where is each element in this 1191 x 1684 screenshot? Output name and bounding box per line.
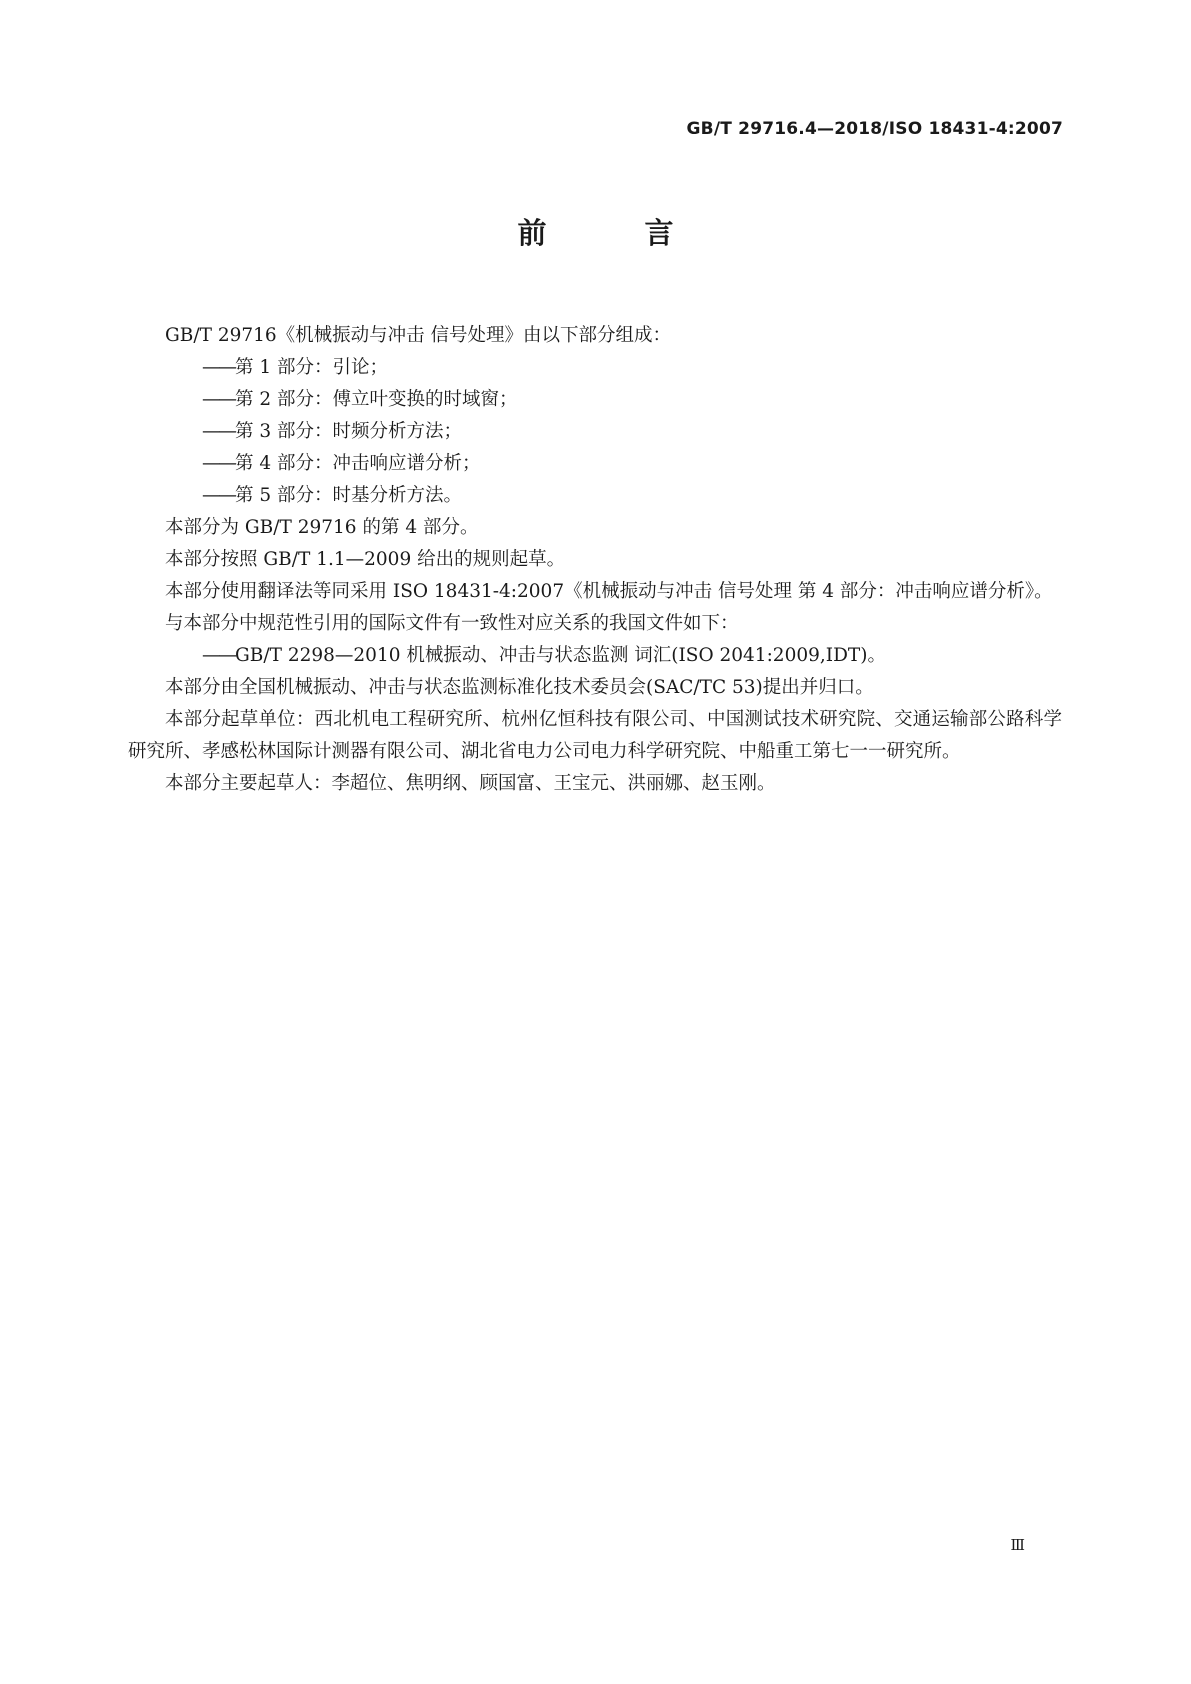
- paragraph-drafters: 本部分主要起草人：李超位、焦明纲、顾国富、王宝元、洪丽娜、赵玉刚。: [165, 773, 776, 794]
- list-item-text: GB/T 2298—2010 机械振动、冲击与状态监测 词汇(ISO 2041:2009,IDT)。: [235, 645, 886, 666]
- list-dash: ——: [202, 485, 235, 506]
- list-item-text: 第 2 部分：傅立叶变换的时域窗；: [235, 389, 518, 410]
- page-title: 前 言: [517, 216, 718, 250]
- paragraph-correspondence: 与本部分中规范性引用的国际文件有一致性对应关系的我国文件如下：: [165, 613, 739, 634]
- list-item-part-4: [128, 448, 1062, 480]
- list-item-text: 第 4 部分：冲击响应谱分析；: [235, 453, 481, 474]
- list-dash: ——: [202, 421, 235, 442]
- standard-code: GB/T 29716.4—2018/ISO 18431-4:2007: [686, 119, 1063, 139]
- foreword-body: [128, 320, 1062, 800]
- paragraph-adoption: 本部分使用翻译法等同采用 ISO 18431-4:2007《机械振动与冲击 信号处理 第 4 部分：冲击响应谱分析》。: [165, 581, 1053, 602]
- list-item-part-2: [128, 384, 1062, 416]
- list-dash: ——: [202, 389, 235, 410]
- list-dash: ——: [202, 357, 235, 378]
- list-dash: ——: [202, 645, 235, 666]
- paragraph-committee: 本部分由全国机械振动、冲击与状态监测标准化技术委员会(SAC/TC 53)提出并归口。: [165, 677, 874, 698]
- intro-paragraph: GB/T 29716《机械振动与冲击 信号处理》由以下部分组成：: [165, 325, 672, 346]
- list-item-text: 第 1 部分：引论；: [235, 357, 389, 378]
- list-item-part-3: [128, 416, 1062, 448]
- list-item-part-5: [128, 480, 1062, 512]
- paragraph-drafting-units: 本部分起草单位：西北机电工程研究所、杭州亿恒科技有限公司、中国测试技术研究院、交通运输部公路科学研究所、孝感松林国际计测器有限公司、湖北省电力公司电力科学研究院、中船重工第七一一研究所。: [128, 709, 1062, 762]
- list-item-part-1: [128, 352, 1062, 384]
- list-item-reference: [128, 640, 1062, 672]
- list-item-text: 第 5 部分：时基分析方法。: [235, 485, 463, 506]
- list-dash: ——: [202, 453, 235, 474]
- page-number: Ⅲ: [1010, 1536, 1025, 1554]
- paragraph-part-statement: 本部分为 GB/T 29716 的第 4 部分。: [165, 517, 479, 538]
- list-item-text: 第 3 部分：时频分析方法；: [235, 421, 463, 442]
- paragraph-drafting-rules: 本部分按照 GB/T 1.1—2009 给出的规则起草。: [165, 549, 566, 570]
